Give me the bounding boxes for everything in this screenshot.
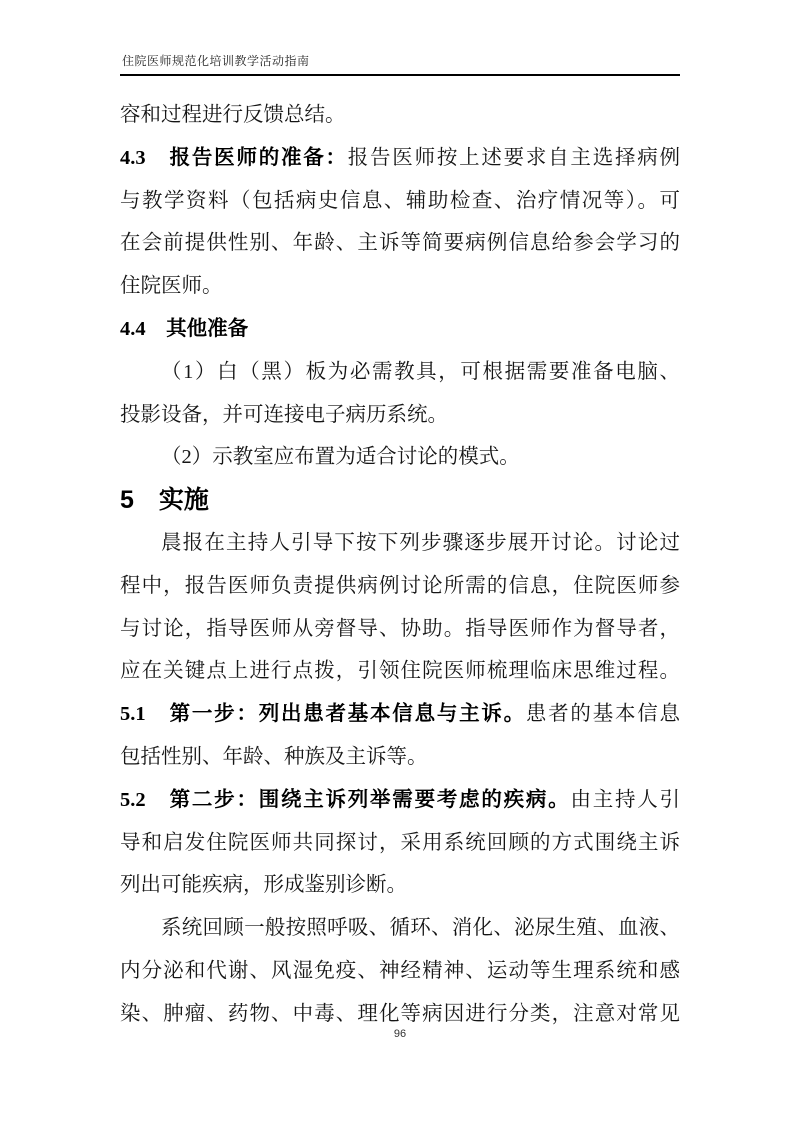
text-segment: 内分泌和代谢、风湿免疫、神经精神、运动等生理系统和感 bbox=[120, 959, 680, 982]
page-number: 96 bbox=[393, 1028, 407, 1040]
document-lines bbox=[120, 94, 680, 1036]
text-segment: （1）白（黑）板为必需教具，可根据需要准备电脑、 bbox=[161, 360, 680, 383]
text-line bbox=[120, 265, 680, 308]
text-segment: 5.1 第一步：列出患者基本信息与主诉。 bbox=[120, 703, 526, 726]
text-line bbox=[120, 779, 680, 822]
text-segment: 住院医师。 bbox=[120, 275, 223, 298]
text-segment: 与讨论，指导医师从旁督导、协助。指导医师作为督导者， bbox=[120, 617, 680, 640]
text-line bbox=[120, 308, 680, 351]
section-heading bbox=[120, 479, 680, 522]
text-line bbox=[120, 608, 680, 651]
text-segment: 与教学资料（包括病史信息、辅助检查、治疗情况等）。可 bbox=[120, 189, 680, 212]
text-line bbox=[120, 137, 680, 180]
text-segment: 程中，报告医师负责提供病例讨论所需的信息，住院医师参 bbox=[120, 574, 680, 597]
text-segment: 容和过程进行反馈总结。 bbox=[120, 104, 346, 126]
text-segment: （2）示教室应布置为适合讨论的模式。 bbox=[161, 446, 520, 469]
text-segment: 4.3 报告医师的准备： bbox=[120, 146, 348, 169]
text-line bbox=[120, 650, 680, 693]
text-line bbox=[120, 436, 680, 479]
text-line bbox=[120, 822, 680, 865]
text-segment: 包括性别、年龄、种族及主诉等。 bbox=[120, 745, 428, 768]
text-segment: 在会前提供性别、年龄、主诉等简要病例信息给参会学习的 bbox=[120, 232, 680, 255]
page-header-title: 住院医师规范化培训教学活动指南 bbox=[122, 54, 310, 68]
header-rule bbox=[120, 74, 680, 76]
text-segment: 患者的基本信息 bbox=[525, 703, 680, 726]
text-segment: 晨报在主持人引导下按下列步骤逐步展开讨论。讨论过 bbox=[161, 531, 680, 554]
text-segment: 系统回顾一般按照呼吸、循环、消化、泌尿生殖、血液、 bbox=[161, 917, 680, 940]
text-line bbox=[120, 351, 680, 394]
text-line bbox=[120, 736, 680, 779]
text-line bbox=[120, 950, 680, 993]
text-segment: 4.4 其他准备 bbox=[120, 317, 249, 340]
text-segment: 5.2 第二步：围绕主诉列举需要考虑的疾病。 bbox=[120, 788, 571, 811]
text-segment: 由主持人引 bbox=[570, 788, 680, 811]
text-line bbox=[120, 222, 680, 265]
text-segment: 报告医师按上述要求自主选择病例 bbox=[347, 146, 680, 169]
text-line bbox=[120, 693, 680, 736]
text-segment: 投影设备，并可连接电子病历系统。 bbox=[120, 403, 448, 426]
text-line bbox=[120, 522, 680, 565]
text-line bbox=[120, 394, 680, 437]
text-segment: 列出可能疾病，形成鉴别诊断。 bbox=[120, 874, 407, 897]
text-segment: 应在关键点上进行点拨，引领住院医师梳理临床思维过程。 bbox=[120, 660, 680, 683]
text-line bbox=[120, 907, 680, 950]
text-line bbox=[120, 864, 680, 907]
text-line bbox=[120, 565, 680, 608]
text-segment: 导和启发住院医师共同探讨，采用系统回顾的方式围绕主诉 bbox=[120, 831, 680, 854]
text-segment: 染、肿瘤、药物、中毒、理化等病因进行分类，注意对常见 bbox=[120, 1002, 680, 1025]
text-line bbox=[120, 94, 680, 137]
text-line bbox=[120, 180, 680, 223]
text-segment: 5 实施 bbox=[120, 486, 209, 515]
